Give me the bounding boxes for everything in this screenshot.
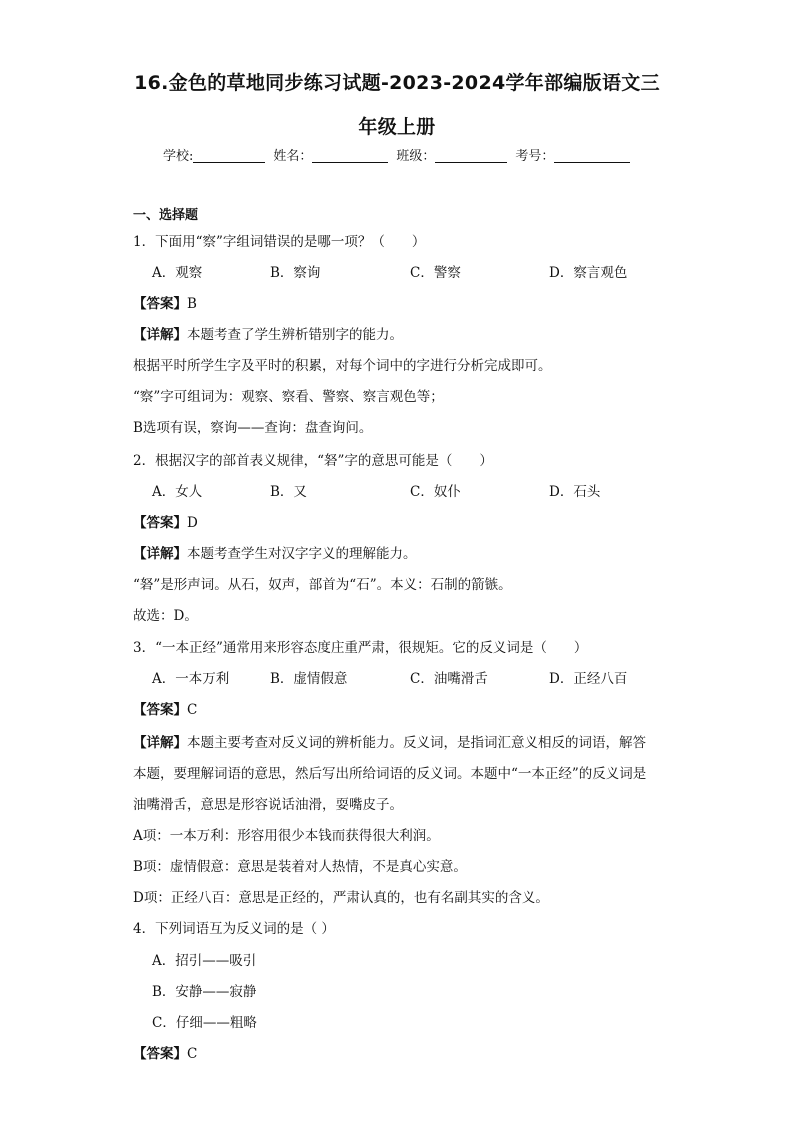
q1-explanation-line: B选项有误，察询——查询：盘查询问。 — [133, 420, 373, 436]
class-label: 班级： — [396, 149, 436, 164]
q1-explanation-line: 根据平时所学生字及平时的积累，对每个词中的字进行分析完成即可。 — [133, 358, 552, 374]
answer-tag: 【答案】 — [133, 702, 187, 718]
detail-tag: 【详解】 — [133, 546, 187, 562]
q2-explanation-line: “砮”是形声词。从石，奴声，部首为“石”。本义：石制的箭镞。 — [133, 577, 512, 593]
q2-answer — [133, 513, 198, 533]
q3-option-a: A．一本万利 — [152, 671, 230, 687]
q1-option-a: A．观察 — [152, 265, 203, 281]
q1-option-b: B．察询 — [270, 265, 321, 281]
q1-answer — [133, 294, 197, 314]
detail-text: 本题主要考查对反义词的辨析能力。反义词，是指词汇意义相反的词语，解答 — [187, 735, 646, 751]
name-field[interactable] — [312, 148, 388, 163]
question-2-stem: 2．根据汉字的部首表义规律，“砮”字的意思可能是（ ） — [133, 453, 493, 469]
q4-option-c: C．仔细——粗略 — [152, 1015, 257, 1031]
q3-option-b: B．虚情假意 — [270, 671, 348, 687]
answer-value: B — [187, 296, 197, 312]
name-label: 姓名： — [273, 149, 313, 164]
q2-explanation-line: 故选：D。 — [133, 608, 198, 624]
student-info-row — [163, 145, 638, 164]
school-label: 学校: — [163, 149, 194, 164]
q4-answer — [133, 1044, 197, 1064]
school-field[interactable] — [193, 148, 265, 163]
answer-value: C — [187, 1046, 198, 1062]
detail-tag: 【详解】 — [133, 327, 187, 343]
q1-detail — [133, 325, 403, 345]
question-1-stem: 1．下面用“察”字组词错误的是哪一项？（ ） — [133, 234, 426, 250]
q2-option-b: B．又 — [270, 484, 307, 500]
q1-option-d: D．察言观色 — [549, 265, 628, 281]
q3-option-c: C．油嘴滑舌 — [410, 671, 488, 687]
q3-explanation-line: 油嘴滑舌，意思是形容说话油滑，耍嘴皮子。 — [133, 797, 403, 813]
detail-text: 本题考查了学生辨析错别字的能力。 — [187, 327, 403, 343]
q4-option-a: A．招引——吸引 — [152, 953, 257, 969]
page-title-line-2: 年级上册 — [358, 116, 436, 138]
q2-detail — [133, 544, 417, 564]
q3-explanation-line: A项：一本万利：形容用很少本钱而获得很大利润。 — [133, 828, 440, 844]
question-3-stem: 3．“一本正经”通常用来形容态度庄重严肃，很规矩。它的反义词是（ ） — [133, 640, 588, 656]
answer-tag: 【答案】 — [133, 515, 187, 531]
q3-explanation-line: 本题，要理解词语的意思，然后写出所给词语的反义词。本题中“一本正经”的反义词是 — [133, 766, 647, 782]
q1-option-c: C．警察 — [410, 265, 461, 281]
q3-detail — [133, 733, 646, 753]
exam-number-field[interactable] — [554, 148, 630, 163]
answer-value: C — [187, 702, 198, 718]
answer-value: D — [187, 515, 198, 531]
answer-tag: 【答案】 — [133, 1046, 187, 1062]
q2-option-a: A．女人 — [152, 484, 203, 500]
detail-text: 本题考查学生对汉字字义的理解能力。 — [187, 546, 417, 562]
question-4-stem: 4．下列词语互为反义词的是（ ） — [133, 921, 335, 937]
q3-explanation-line: D项：正经八百：意思是正经的，严肃认真的，也有名副其实的含义。 — [133, 890, 549, 906]
page-title-line-1: 16.金色的草地同步练习试题-2023-2024学年部编版语文三 — [134, 72, 660, 94]
q3-answer — [133, 700, 197, 720]
detail-tag: 【详解】 — [133, 735, 187, 751]
exam-number-label: 考号： — [515, 149, 555, 164]
q3-explanation-line: B项：虚情假意：意思是装着对人热情，不是真心实意。 — [133, 859, 467, 875]
q1-explanation-line: “察”字可组词为：观察、察看、警察、察言观色等； — [133, 389, 444, 405]
q2-option-c: C．奴仆 — [410, 484, 461, 500]
section-heading: 一、选择题 — [133, 208, 199, 223]
q4-option-b: B．安静——寂静 — [152, 984, 257, 1000]
answer-tag: 【答案】 — [133, 296, 187, 312]
q3-option-d: D．正经八百 — [549, 671, 628, 687]
class-field[interactable] — [435, 148, 507, 163]
q2-option-d: D．石头 — [549, 484, 601, 500]
